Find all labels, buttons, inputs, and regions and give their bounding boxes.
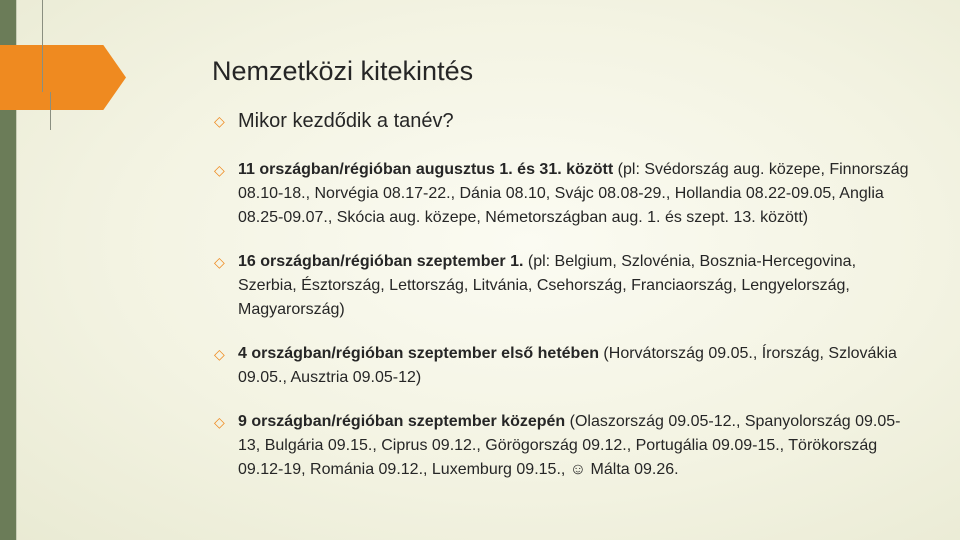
slide-title: Nemzetközi kitekintés <box>212 56 474 86</box>
diamond-bullet-icon: ◇ <box>214 162 225 178</box>
diamond-bullet-icon: ◇ <box>214 254 225 270</box>
bullet-detail-text: (Horvátország 09.05., Írország, Szlovákia 09.05., Ausztria 09.05-12) <box>238 345 897 386</box>
question-text: Mikor kezdődik a tanév? <box>238 110 454 132</box>
bullet-item <box>214 342 914 390</box>
slide-content <box>214 108 914 482</box>
diamond-bullet-icon: ◇ <box>214 414 225 430</box>
bullet-question <box>214 108 914 134</box>
bullet-text <box>238 158 914 230</box>
bullet-text <box>238 410 914 482</box>
bullet-detail-text: (pl: Svédország aug. közepe, Finnország 08.10-18., Norvégia 08.17-22., Dánia 08.10, Svájc 08.08-29., Hollandia 08.22-09.05, Anglia 08.25-09.07., Skócia aug. közepe, Németországban aug. 1. és szept. 13. között) <box>238 161 909 226</box>
diamond-bullet-icon: ◇ <box>214 346 225 362</box>
diamond-bullet-icon: ◇ <box>214 113 225 129</box>
bullet-item <box>214 250 914 322</box>
bullet-text <box>238 342 914 390</box>
bullet-bold-text: 4 országban/régióban szeptember első hetében <box>238 345 599 362</box>
bullet-item <box>214 158 914 230</box>
orange-arrow-shape <box>0 45 126 110</box>
decorative-line <box>50 92 51 130</box>
bullet-detail-text: (pl: Belgium, Szlovénia, Bosznia-Hercegovina, Szerbia, Észtország, Lettország, Litvánia, Csehország, Franciaország, Lengyelország, Magyarország) <box>238 253 857 318</box>
bullet-item <box>214 410 914 482</box>
bullet-text <box>238 250 914 322</box>
bullet-bold-text: 11 országban/régióban augusztus 1. és 31. között <box>238 161 614 178</box>
bullet-bold-text: 16 országban/régióban szeptember 1. <box>238 253 524 270</box>
bullet-bold-text: 9 országban/régióban szeptember közepén <box>238 413 566 430</box>
decorative-line <box>42 0 43 92</box>
bullet-detail-text: (Olaszország 09.05-12., Spanyolország 09.05-13, Bulgária 09.15., Ciprus 09.12., Görögország 09.12., Portugália 09.09-15., Törökország 09.12-19, Románia 09.12., Luxemburg 09.15., ☺ Málta 09.26. <box>238 413 901 478</box>
